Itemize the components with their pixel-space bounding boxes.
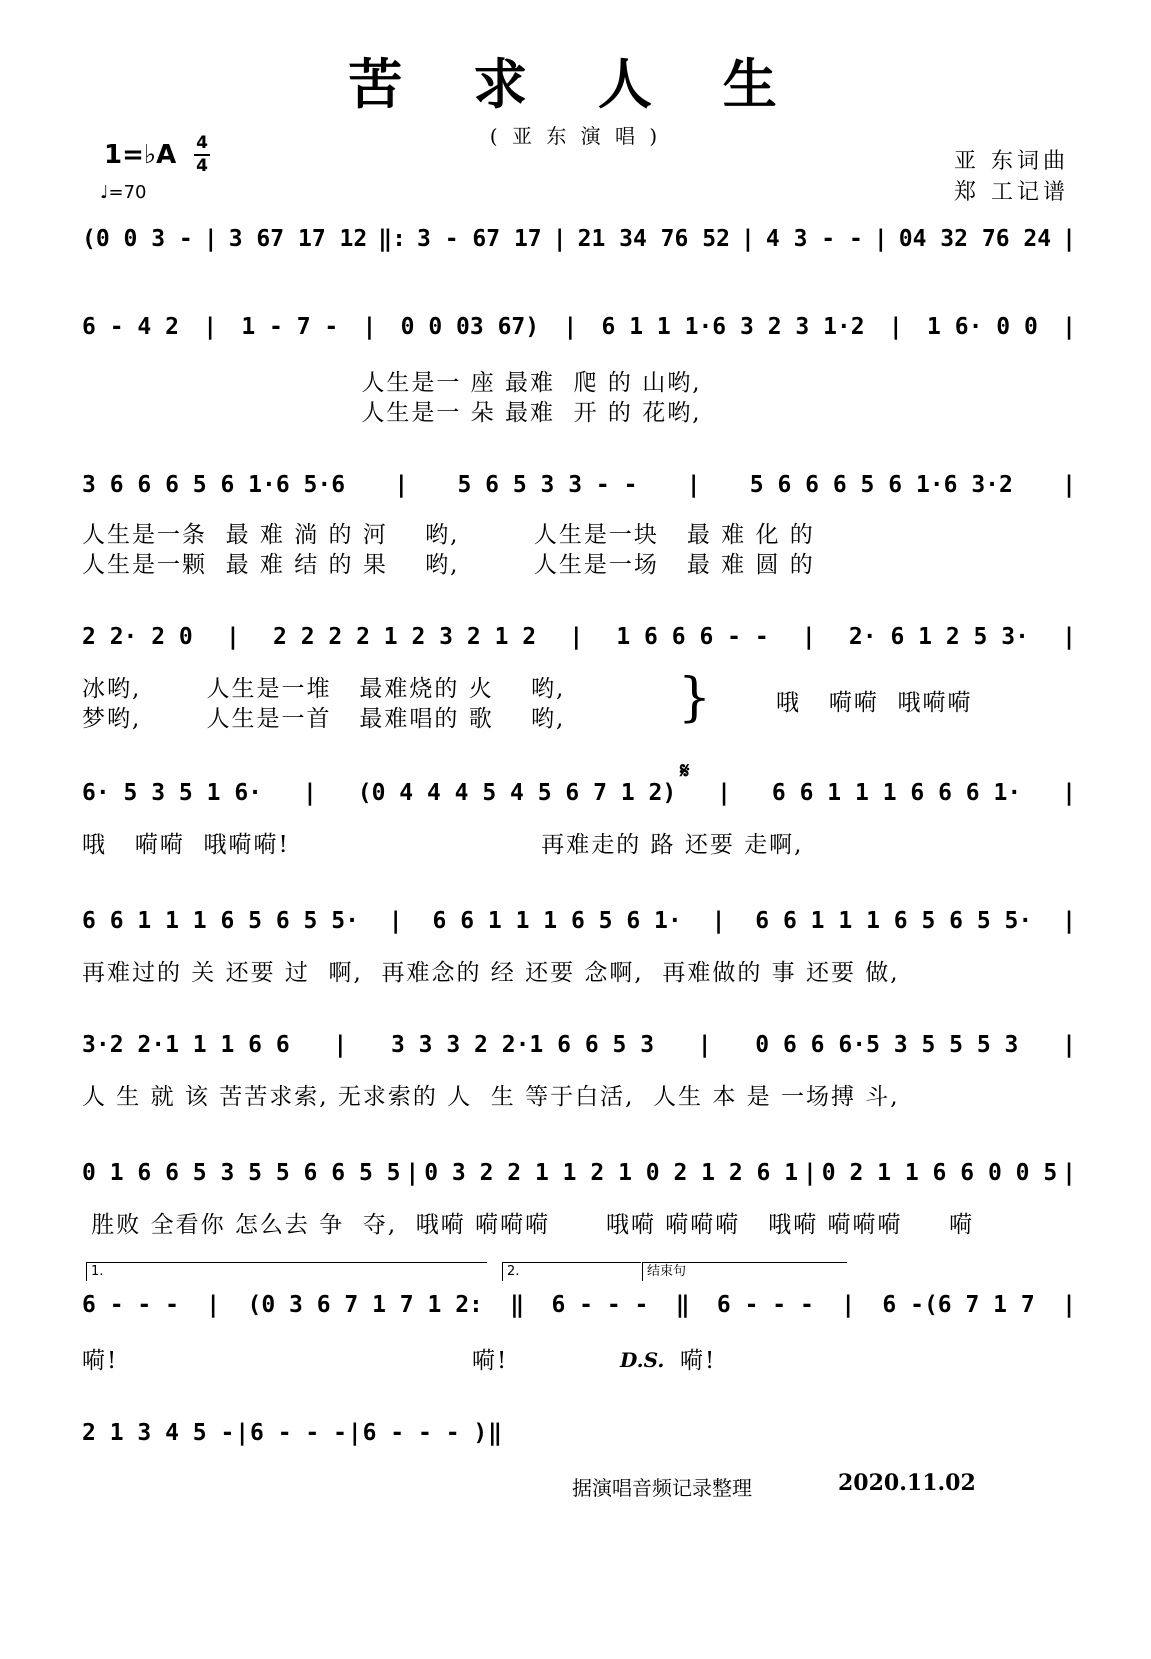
notation-line — [82, 1288, 1076, 1332]
barline: | — [801, 624, 816, 650]
score-line-1 — [82, 222, 1076, 266]
lyrics-verse-2: 人生是一 朵 最难 开 的 花哟, — [82, 400, 702, 426]
transcription-note: 据演唱音频记录整理 — [572, 1476, 752, 1500]
barline: | — [1062, 1292, 1076, 1318]
notation-line — [82, 468, 1076, 512]
barline: | — [1062, 624, 1076, 650]
measure-notes: 6 - - - — [82, 1292, 179, 1318]
barline: | — [203, 314, 218, 340]
barline: | — [225, 624, 240, 650]
lyrics-verse-1: 人生是一条 最 难 淌 的 河 哟, 人生是一块 最 难 化 的 — [82, 522, 815, 548]
notation-notes — [82, 472, 1076, 498]
ending-phrase-label: 结束句 — [642, 1262, 847, 1281]
notation-line — [82, 1028, 1076, 1072]
performer-subtitle: ( 亚 东 演 唱 ) — [489, 124, 662, 148]
measure-notes: 6 - - - — [716, 1292, 814, 1318]
measure-notes: 0 6 6 6·5 3 5 5 5 3 — [755, 1032, 1019, 1058]
measure-notes: 2 2 2 2 1 2 3 2 1 2 — [273, 624, 537, 650]
notation-notes — [82, 1420, 502, 1446]
barline: | — [1062, 1032, 1076, 1058]
barline: | — [803, 1160, 817, 1186]
notation-line — [82, 904, 1076, 948]
barline: | — [235, 1420, 250, 1446]
measure-notes: 2· 6 1 2 5 3· — [848, 624, 1029, 650]
barline: | — [302, 780, 317, 806]
score-line-7 — [82, 1028, 1076, 1112]
lyrics-verse-1: 冰哟, 人生是一堆 最难烧的 火 哟, — [82, 676, 566, 702]
measure-notes: 3 67 17 12 — [228, 226, 368, 252]
score-line-3 — [82, 468, 1076, 580]
measure-notes: 2 1 3 4 5 - — [82, 1420, 235, 1446]
barline: | — [203, 226, 218, 252]
barline: | — [888, 314, 903, 340]
measure-notes: 6· 5 3 5 1 6· — [82, 780, 263, 806]
score-line-9 — [82, 1264, 1076, 1374]
notation-notes — [82, 1032, 1076, 1058]
score-line-4 — [82, 620, 1076, 734]
score-line-6 — [82, 904, 1076, 988]
lyric-ending: 嗬! — [680, 1348, 717, 1374]
segno-sign: 𝄋 — [680, 758, 690, 784]
transcriber-credit: 郑 工记谱 — [954, 180, 1069, 205]
measure-notes: 6 -(6 7 1 7 — [882, 1292, 1035, 1318]
measure-notes: 1 6 6 6 - - — [616, 624, 769, 650]
notation-line — [82, 1156, 1076, 1200]
barline: ‖ — [488, 1420, 502, 1446]
barline: | — [717, 780, 731, 806]
lyric-first-ending: 嗬! 嗬! — [82, 1348, 546, 1374]
measure-notes: 0 3 2 2 1 1 2 1 0 2 1 2 6 1 — [424, 1160, 799, 1186]
volta-second-ending: 2. — [502, 1262, 641, 1281]
barline: | — [333, 1032, 348, 1058]
volta-first-ending: 1. — [86, 1262, 487, 1281]
notation-notes — [82, 1292, 1076, 1318]
barline: | — [206, 1292, 221, 1318]
tempo-marking: ♩=70 — [100, 182, 147, 203]
measure-notes: 5 6 5 3 3 - - — [457, 472, 638, 498]
barline: | — [1062, 314, 1076, 340]
lyrics-line: 胜败 全看你 怎么去 争 夺, 哦嗬 嗬嗬嗬 哦嗬 嗬嗬嗬 哦嗬 嗬嗬嗬 嗬 — [82, 1212, 975, 1238]
barline: | — [347, 1420, 362, 1446]
song-title: 苦 求 人 生 — [348, 53, 803, 116]
barline: ‖ — [675, 1292, 690, 1318]
notation-notes — [82, 314, 1076, 340]
notation-line — [82, 310, 1076, 354]
measure-notes: 0 0 03 67) — [400, 314, 540, 340]
measure-notes: 1 6· 0 0 — [927, 314, 1038, 340]
lyrics-line: 哦 嗬嗬 哦嗬嗬! 再难走的 路 还要 走啊, — [82, 832, 804, 858]
barline: | — [563, 314, 578, 340]
notation-line — [82, 222, 1076, 266]
notation-notes — [82, 780, 1076, 806]
notation-line — [82, 776, 1076, 820]
measure-notes: 6 6 1 1 1 6 5 6 5 5· — [82, 908, 359, 934]
barline: | — [405, 1160, 420, 1186]
measure-notes: 6 - - - — [551, 1292, 649, 1318]
barline: | — [697, 1032, 712, 1058]
side-lyric: 哦 嗬嗬 哦嗬嗬 — [776, 690, 973, 716]
barline: | — [740, 226, 755, 252]
barline: | — [394, 472, 409, 498]
barline: | — [1062, 226, 1076, 252]
lyrics-verse-1: 人生是一 座 最难 爬 的 山哟, — [82, 370, 702, 396]
lyrics-line: 人 生 就 该 苦苦求索, 无求索的 人 生 等于白活, 人生 本 是 一场搏 斗, — [82, 1084, 900, 1110]
notation-line — [82, 1416, 502, 1460]
barline: | — [873, 226, 888, 252]
key-signature: 1=♭A — [104, 140, 177, 170]
notation-notes — [82, 226, 1076, 252]
barline: | — [1062, 1160, 1076, 1186]
measure-notes: 6 6 1 1 1 6 5 6 5 5· — [755, 908, 1033, 934]
measure-notes: (0 3 6 7 1 7 1 2: — [247, 1292, 483, 1318]
verse-brace: } — [678, 668, 712, 728]
barline: | — [711, 908, 726, 934]
lyrics-verse-2: 梦哟, 人生是一首 最难唱的 歌 哟, — [82, 706, 566, 732]
score-line-5 — [82, 758, 1076, 860]
measure-notes: 6 6 1 1 1 6 5 6 1· — [432, 908, 682, 934]
barline: | — [1062, 780, 1076, 806]
measure-notes: 6 - 4 2 — [82, 314, 179, 340]
notation-notes — [82, 908, 1076, 934]
barline: | — [569, 624, 584, 650]
barline: | — [686, 472, 701, 498]
measure-notes: 6 - - - — [250, 1420, 347, 1446]
lyrics-line: 再难过的 关 还要 过 啊, 再难念的 经 还要 念啊, 再难做的 事 还要 做, — [82, 960, 900, 986]
barline: ‖ — [510, 1292, 525, 1318]
measure-notes: 3 3 3 2 2·1 6 6 5 3 — [390, 1032, 655, 1058]
measure-notes: 0 2 1 1 6 6 0 0 5 — [821, 1160, 1058, 1186]
measure-notes: 6 6 1 1 1 6 6 6 1· — [771, 780, 1022, 806]
barline: | — [552, 226, 567, 252]
dal-segno-mark: D.S. — [620, 1348, 665, 1372]
measure-notes: 3 6 6 6 5 6 1·6 5·6 — [82, 472, 346, 498]
time-signature-bottom: 4 — [196, 156, 208, 176]
score-line-10 — [82, 1416, 502, 1460]
barline: | — [1062, 908, 1076, 934]
measure-notes: (0 0 3 - — [82, 226, 193, 252]
lyricist-composer-credit: 亚 东词曲 — [954, 149, 1069, 174]
measure-notes: 4 3 - - — [765, 226, 863, 252]
measure-notes: 5 6 6 6 5 6 1·6 3·2 — [749, 472, 1013, 498]
lyrics-verse-2: 人生是一颗 最 难 结 的 果 哟, 人生是一场 最 难 圆 的 — [82, 552, 815, 578]
measure-notes: 21 34 76 52 — [577, 226, 730, 252]
measure-notes: 6 1 1 1·6 3 2 3 1·2 — [601, 314, 865, 340]
barline: | — [841, 1292, 856, 1318]
measure-notes: 3 - 67 17 — [417, 226, 542, 252]
notation-line — [82, 620, 1076, 664]
notation-notes — [82, 1160, 1076, 1186]
measure-notes: 3·2 2·1 1 1 6 6 — [82, 1032, 290, 1058]
score-line-2 — [82, 310, 1076, 428]
measure-notes: 04 32 76 24 — [898, 226, 1052, 252]
score-line-8 — [82, 1156, 1076, 1240]
measure-notes: 2 2· 2 0 — [82, 624, 193, 650]
barline: | — [362, 314, 377, 340]
barline: | — [388, 908, 403, 934]
measure-notes: 0 1 6 6 5 3 5 5 6 6 5 5 — [82, 1160, 401, 1186]
notation-notes — [82, 624, 1076, 650]
measure-notes: 6 - - - ) — [362, 1420, 488, 1446]
measure-notes: 1 - 7 - — [241, 314, 339, 340]
barline: ‖: — [378, 226, 406, 252]
time-signature — [194, 134, 210, 176]
time-signature-top: 4 — [196, 133, 208, 153]
transcription-date: 2020.11.02 — [838, 1470, 976, 1496]
barline: | — [1062, 472, 1076, 498]
measure-notes: (0 4 4 4 5 4 5 6 7 1 2) — [357, 780, 677, 806]
